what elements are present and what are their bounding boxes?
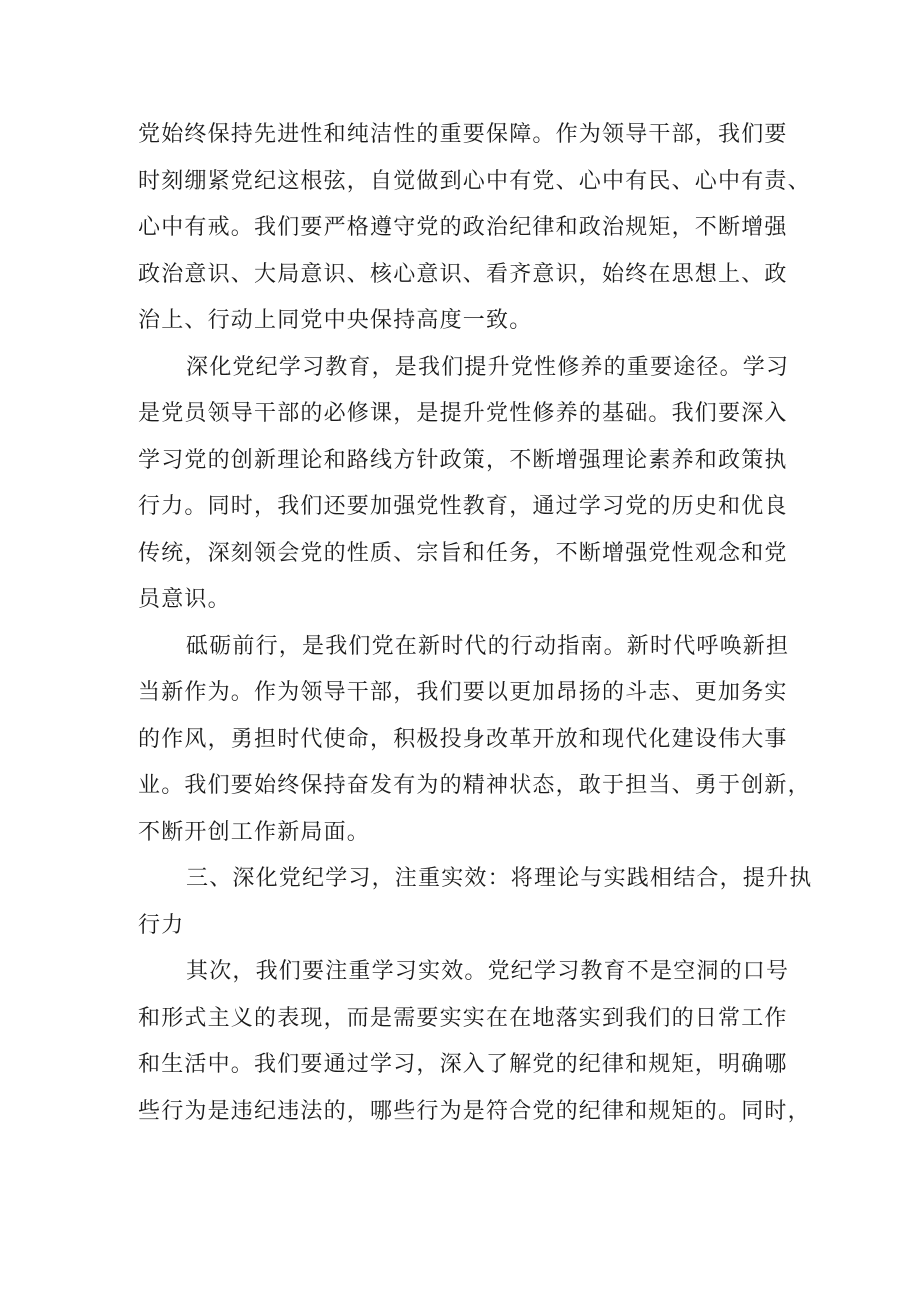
text-line: 学习党的创新理论和路线方针政策，不断增强理论素养和政策执 — [138, 447, 788, 473]
text-line: 些行为是违纪违法的，哪些行为是符合党的纪律和规矩的。同时， — [138, 1098, 811, 1124]
paragraph-start-line: 深化党纪学习教育，是我们提升党性修养的重要途径。学习 — [186, 354, 790, 380]
section-heading-line: 行力 — [138, 912, 185, 938]
text-line: 传统，深刻领会党的性质、宗旨和任务，不断增强党性观念和党 — [138, 540, 788, 566]
text-line: 和形式主义的表现，而是需要实实在在地落实到我们的日常工作 — [138, 1005, 788, 1031]
text-line: 心中有戒。我们要严格遵守党的政治纪律和政治规矩，不断增强 — [138, 215, 788, 240]
text-line: 和生活中。我们要通过学习，深入了解党的纪律和规矩，明确哪 — [138, 1052, 788, 1077]
text-line: 时刻绷紧党纪这根弦，自觉做到心中有党、心中有民、心中有责、 — [138, 168, 811, 194]
text-line: 的作风，勇担时代使命，积极投身改革开放和现代化建设伟大事 — [138, 726, 788, 752]
text-line: 党始终保持先进性和纯洁性的重要保障。作为领导干部，我们要 — [138, 122, 788, 147]
text-line: 员意识。 — [138, 587, 231, 612]
section-heading-line: 三、深化党纪学习，注重实效：将理论与实践相结合，提升执 — [186, 866, 813, 891]
text-line: 政治意识、大局意识、核心意识、看齐意识，始终在思想上、政 — [138, 261, 788, 287]
text-line: 治上、行动上同党中央保持高度一致。 — [138, 308, 533, 333]
text-line: 当新作为。作为领导干部，我们要以更加昂扬的斗志、更加务实 — [138, 680, 788, 705]
text-line: 行力。同时，我们还要加强党性教育，通过学习党的历史和优良 — [138, 494, 788, 519]
paragraph-start-line: 其次，我们要注重学习实效。党纪学习教育不是空洞的口号 — [186, 959, 790, 984]
paragraph-start-line: 砥砺前行，是我们党在新时代的行动指南。新时代呼唤新担 — [186, 633, 790, 659]
document-body — [138, 112, 813, 1135]
text-line: 不断开创工作新局面。 — [138, 819, 371, 845]
text-line: 业。我们要始终保持奋发有为的精神状态，敢于担当、勇于创新， — [138, 773, 811, 798]
text-line: 是党员领导干部的必修课，是提升党性修养的基础。我们要深入 — [138, 401, 788, 426]
